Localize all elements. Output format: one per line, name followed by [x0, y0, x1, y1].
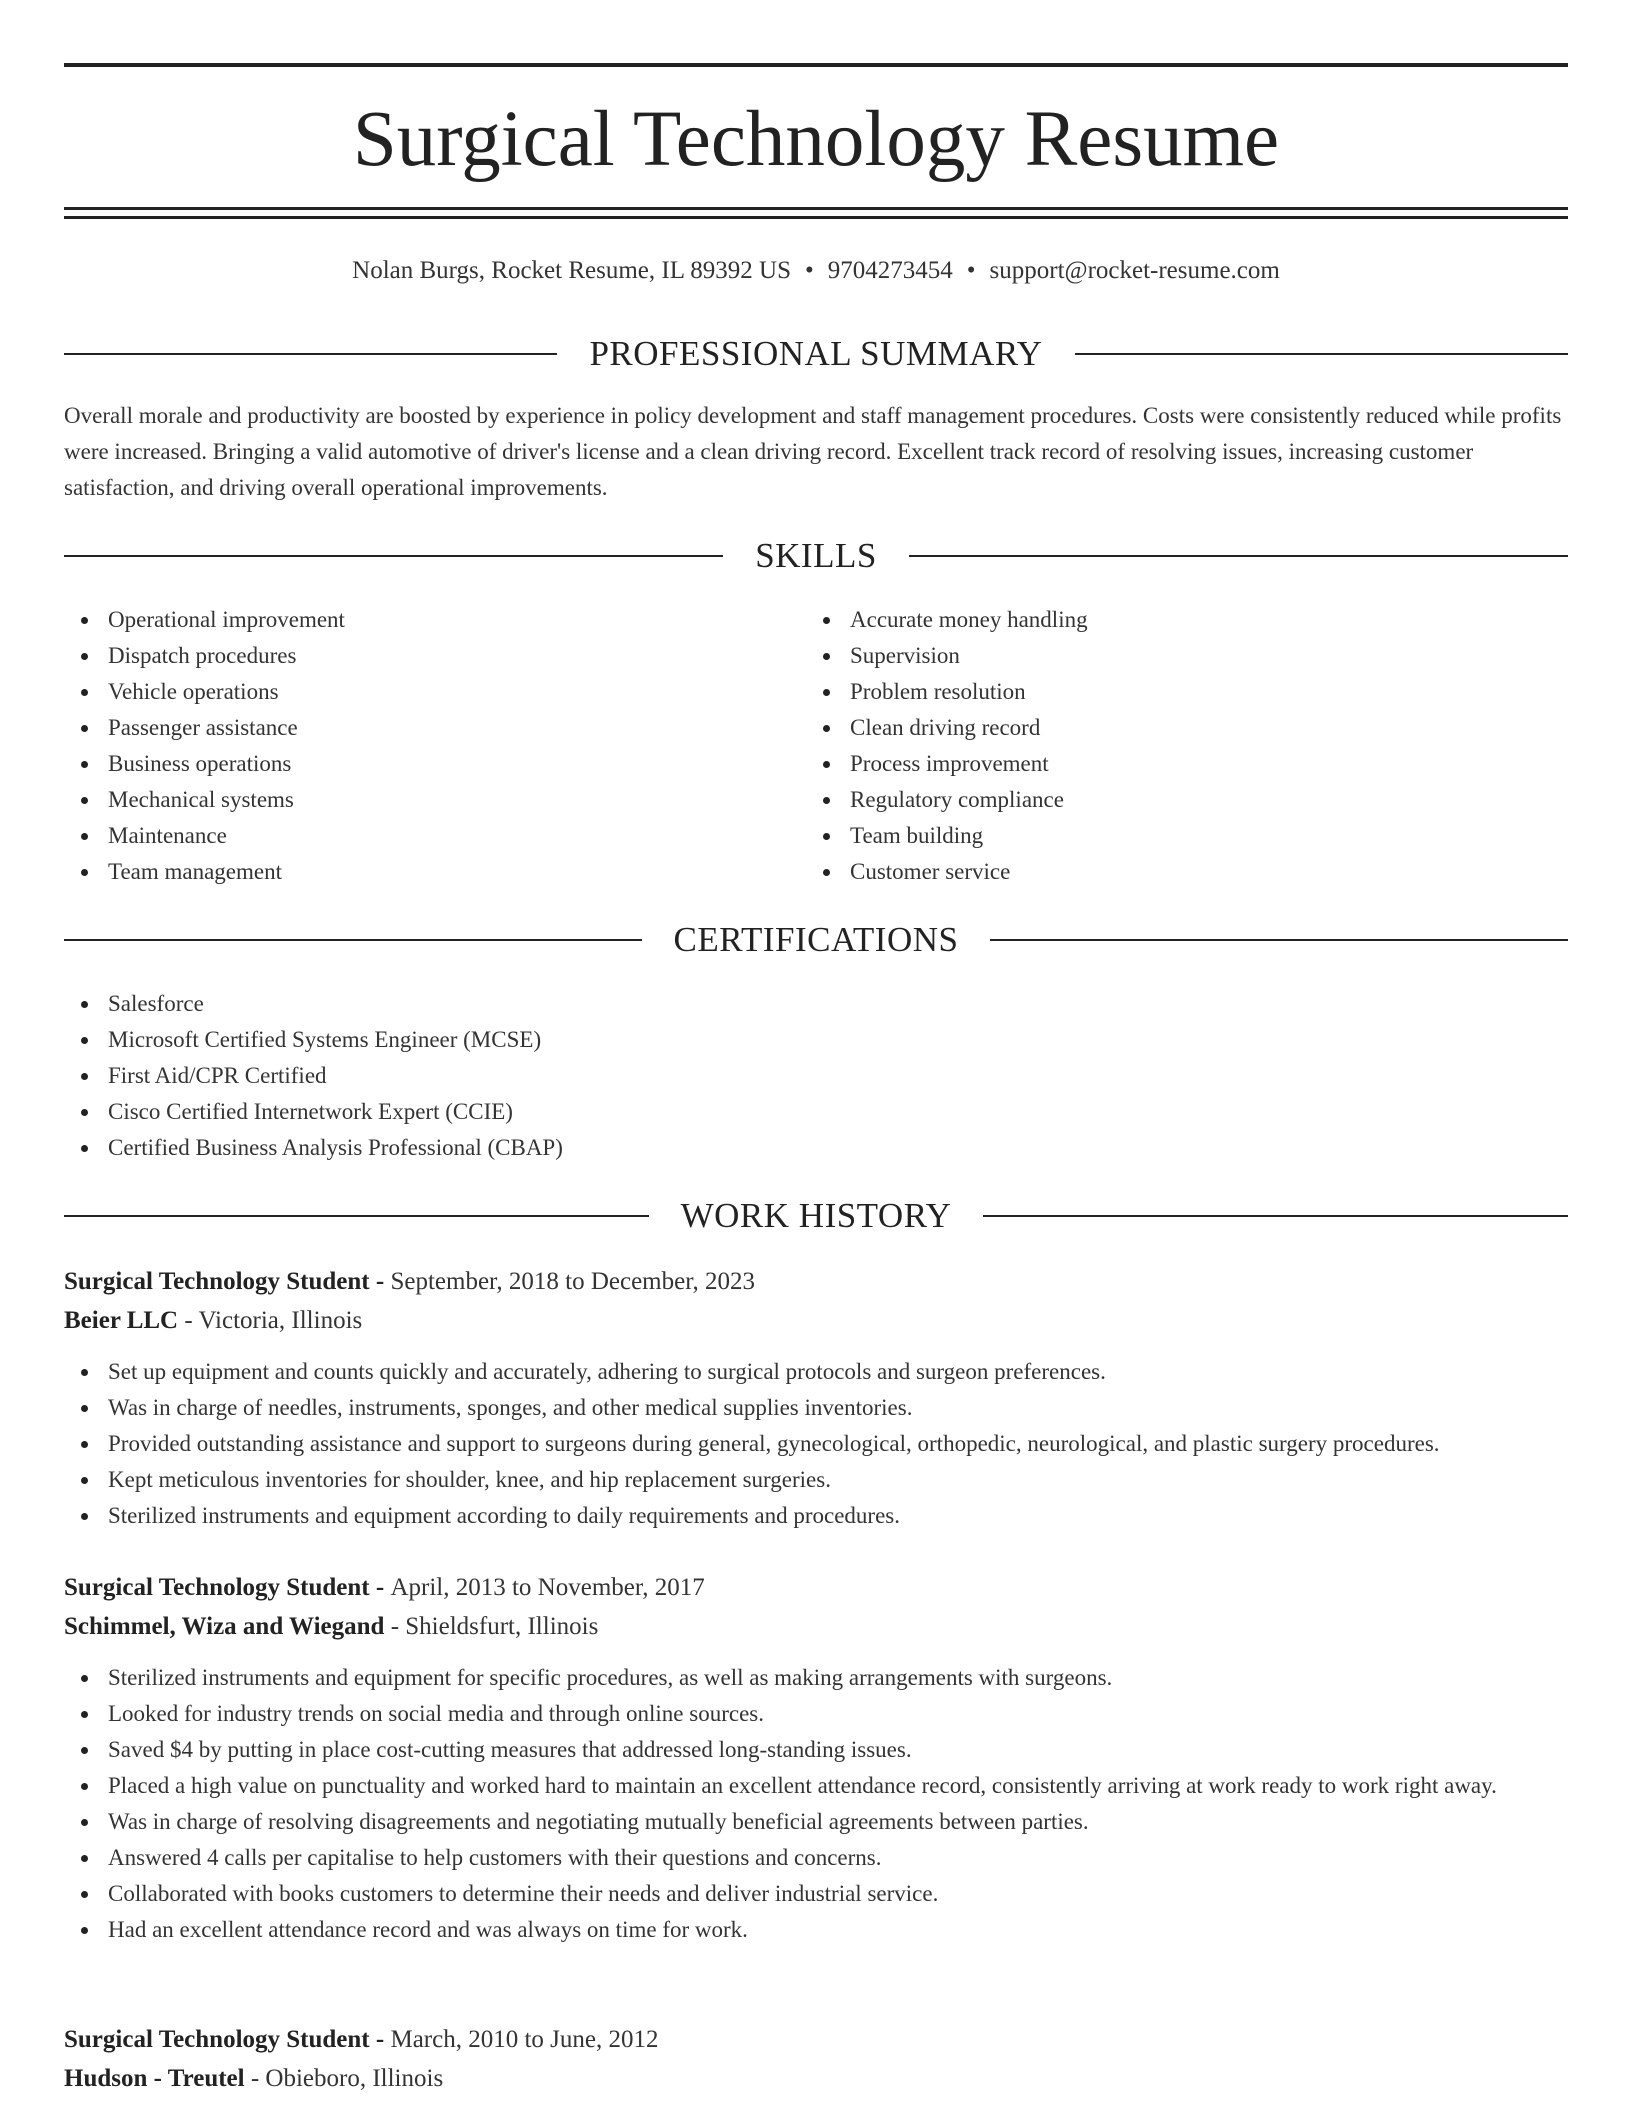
skill-item: Customer service: [806, 854, 1506, 890]
skill-item: Team management: [64, 854, 764, 890]
job-title-line: Surgical Technology Student - March, 2010 to June, 2012: [64, 2026, 659, 2053]
skills-list-right: [806, 602, 1506, 890]
skill-item: Process improvement: [806, 746, 1506, 782]
contact-separator: •: [805, 257, 814, 284]
skill-item: Vehicle operations: [64, 674, 764, 710]
skill-item: Regulatory compliance: [806, 782, 1506, 818]
section-title-skills: SKILLS: [755, 536, 877, 575]
job-entry: [64, 1568, 1568, 1948]
job-bullet-item: Set up equipment and counts quickly and accurately, adhering to surgical protocols and surgeon preferences.: [64, 1354, 1568, 1390]
skill-item: Supervision: [806, 638, 1506, 674]
job-company-line: Hudson - Treutel - Obieboro, Illinois: [64, 2065, 444, 2092]
title-rule-upper: [64, 207, 1568, 210]
certification-item: First Aid/CPR Certified: [64, 1058, 1264, 1094]
job-dates: September, 2018 to December, 2023: [390, 1268, 756, 1295]
top-rule: [64, 63, 1568, 67]
section-header-certifications: [64, 920, 1568, 960]
skill-item: Operational improvement: [64, 602, 764, 638]
job-bullet-item: Sterilized instruments and equipment according to daily requirements and procedures.: [64, 1498, 1568, 1534]
section-title-certifications: CERTIFICATIONS: [673, 920, 959, 959]
skill-item: Passenger assistance: [64, 710, 764, 746]
section-title-work: WORK HISTORY: [680, 1196, 952, 1235]
job-title: Surgical Technology Student: [64, 1268, 370, 1295]
section-rule: [909, 555, 1568, 557]
skills-list-left: [64, 602, 764, 890]
job-bullet-item: Provided outstanding assistance and support to surgeons during general, gynecological, orthopedic, neurological, and plastic surgery procedures.: [64, 1426, 1568, 1462]
section-header-work: [64, 1196, 1568, 1236]
job-dates: April, 2013 to November, 2017: [390, 1574, 705, 1601]
contact-address: Nolan Burgs, Rocket Resume, IL 89392 US: [352, 257, 792, 284]
section-rule: [990, 939, 1568, 941]
certifications-list: [64, 986, 1264, 1166]
section-rule: [64, 939, 642, 941]
section-rule: [64, 353, 557, 355]
skill-item: Maintenance: [64, 818, 764, 854]
contact-email: support@rocket-resume.com: [989, 257, 1280, 284]
section-rule: [64, 555, 723, 557]
certification-item: Salesforce: [64, 986, 1264, 1022]
job-dates: March, 2010 to June, 2012: [390, 2026, 659, 2053]
job-company: Schimmel, Wiza and Wiegand: [64, 1613, 385, 1640]
certification-item: Certified Business Analysis Professional (CBAP): [64, 1130, 1264, 1166]
job-bullet-item: Was in charge of resolving disagreements and negotiating mutually beneficial agreements between parties.: [64, 1804, 1568, 1840]
job-entry: [64, 1262, 1568, 1534]
contact-separator: •: [966, 257, 976, 284]
skill-item: Clean driving record: [806, 710, 1506, 746]
certification-item: Microsoft Certified Systems Engineer (MCSE): [64, 1022, 1264, 1058]
skill-item: Business operations: [64, 746, 764, 782]
section-header-summary: [64, 334, 1568, 374]
job-location: Victoria, Illinois: [198, 1307, 363, 1334]
job-bullets: [64, 1660, 1568, 1948]
summary-text: Overall morale and productivity are boosted by experience in policy development and staff management procedures. Costs were consistently reduced while profits were increased. Bringing a valid automotive of driver's license and a clean driving record. Excellent track record of resolving issues, increasing customer satisfaction, and driving overall operational improvements.: [64, 403, 1562, 500]
job-company: Beier LLC: [64, 1307, 179, 1334]
contact-phone: 9704273454: [827, 257, 953, 284]
skill-item: Mechanical systems: [64, 782, 764, 818]
job-entry: [64, 2020, 1568, 2098]
job-bullet-item: Was in charge of needles, instruments, sponges, and other medical supplies inventories.: [64, 1390, 1568, 1426]
section-title-summary: PROFESSIONAL SUMMARY: [589, 334, 1043, 373]
title-rule-lower: [64, 216, 1568, 219]
resume-title: Surgical Technology Resume: [352, 96, 1280, 183]
skill-item: Dispatch procedures: [64, 638, 764, 674]
job-bullet-item: Answered 4 calls per capitalise to help customers with their questions and concerns.: [64, 1840, 1568, 1876]
job-bullet-item: Placed a high value on punctuality and worked hard to maintain an excellent attendance record, consistently arriving at work ready to work right away.: [64, 1768, 1568, 1804]
job-bullet-item: Kept meticulous inventories for shoulder, knee, and hip replacement surgeries.: [64, 1462, 1568, 1498]
job-location: Obieboro, Illinois: [265, 2065, 444, 2092]
skill-item: Accurate money handling: [806, 602, 1506, 638]
section-rule: [983, 1215, 1568, 1217]
job-title: Surgical Technology Student: [64, 2026, 370, 2053]
section-rule: [1075, 353, 1568, 355]
contact-line: [64, 253, 1568, 289]
job-company: Hudson - Treutel: [64, 2065, 245, 2092]
job-bullet-item: Sterilized instruments and equipment for specific procedures, as well as making arrangements with surgeons.: [64, 1660, 1568, 1696]
job-title-line: Surgical Technology Student - September, 2018 to December, 2023: [64, 1268, 756, 1295]
certification-item: Cisco Certified Internetwork Expert (CCIE): [64, 1094, 1264, 1130]
job-location: Shieldsfurt, Illinois: [405, 1613, 599, 1640]
job-company-line: Schimmel, Wiza and Wiegand - Shieldsfurt, Illinois: [64, 1613, 599, 1640]
job-bullet-item: Had an excellent attendance record and was always on time for work.: [64, 1912, 1568, 1948]
job-title: Surgical Technology Student: [64, 1574, 370, 1601]
job-bullets: [64, 1354, 1568, 1534]
job-company-line: Beier LLC - Victoria, Illinois: [64, 1307, 363, 1334]
job-bullet-item: Collaborated with books customers to determine their needs and deliver industrial service.: [64, 1876, 1568, 1912]
skill-item: Problem resolution: [806, 674, 1506, 710]
job-bullet-item: Saved $4 by putting in place cost-cutting measures that addressed long-standing issues.: [64, 1732, 1568, 1768]
skill-item: Team building: [806, 818, 1506, 854]
job-bullet-item: Looked for industry trends on social media and through online sources.: [64, 1696, 1568, 1732]
job-title-line: Surgical Technology Student - April, 2013 to November, 2017: [64, 1574, 705, 1601]
section-header-skills: [64, 536, 1568, 576]
section-rule: [64, 1215, 649, 1217]
